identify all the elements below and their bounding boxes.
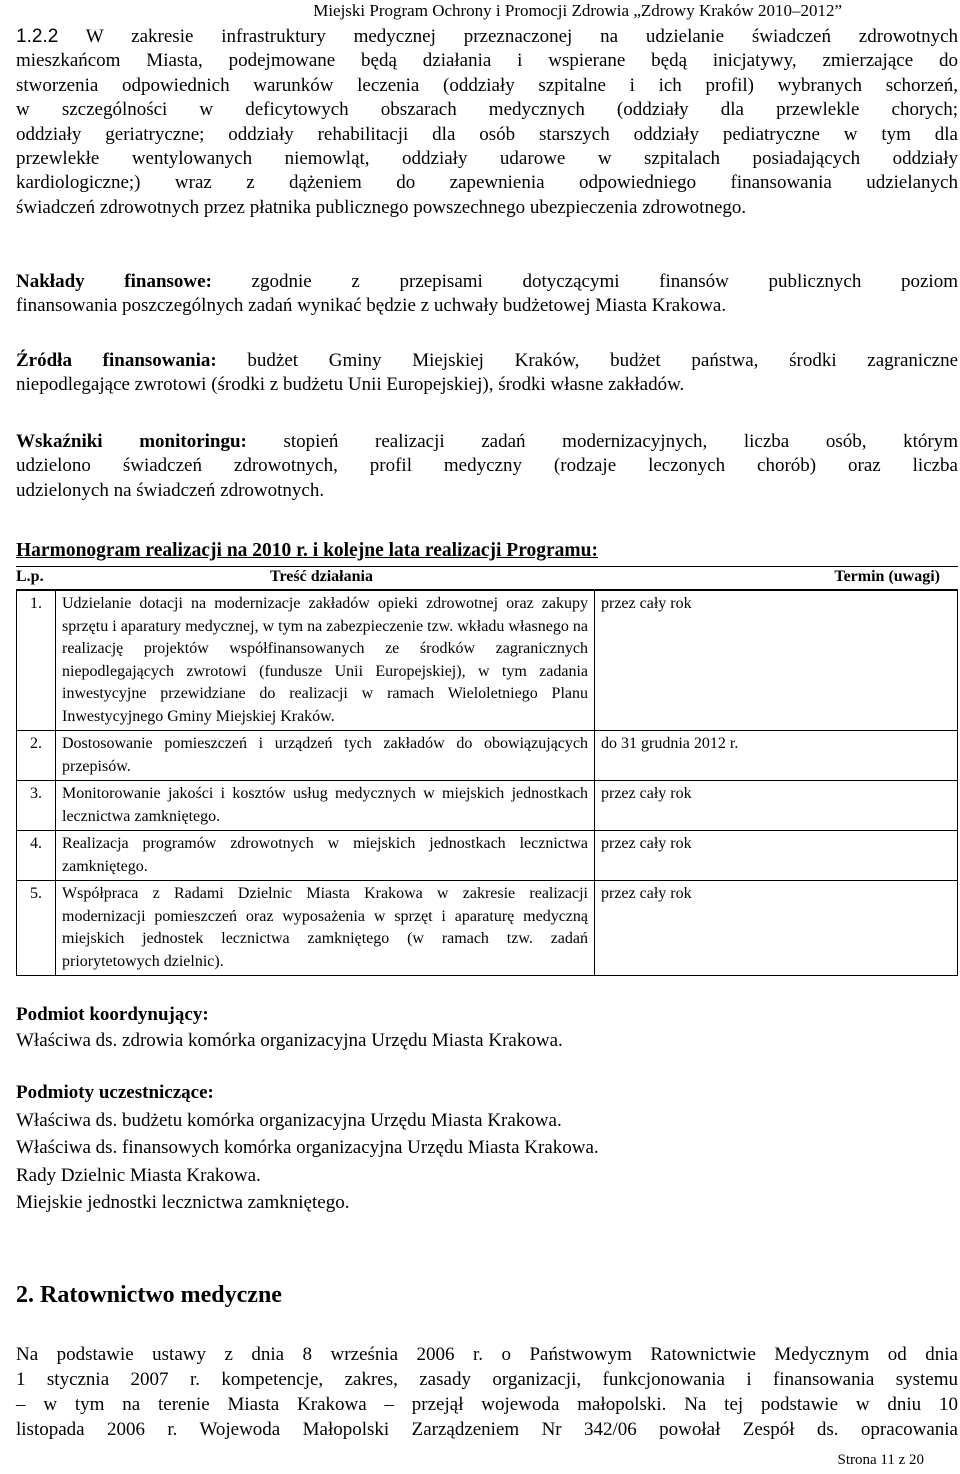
row-term: przez cały rok: [595, 831, 958, 881]
row-text: Dostosowanie pomieszczeń i urządzeń tych zakładów do obowiązujących przepisów.: [56, 731, 595, 781]
schedule-header-row: [16, 566, 958, 590]
podmiot-label: Podmiot koordynujący:: [16, 1004, 209, 1025]
row-term: przez cały rok: [595, 781, 958, 831]
section-number: 1.2.2: [16, 26, 59, 47]
podmioty-label: Podmioty uczestniczące:: [16, 1082, 214, 1103]
row-number: 5.: [17, 881, 56, 976]
row-term: przez cały rok: [595, 881, 958, 976]
zrodla-paragraph: Źródła finansowania: budżet Gminy Miejskiej Kraków, budżet państwa, środki zagraniczne niepodlegające zwrotowi (środki z budżetu Unii Europejskiej), środki własne zakładów.: [16, 350, 959, 396]
intro-line-8: świadczeń zdrowotnych przez płatnika publicznego powszechnego ubezpieczenia zdrowotnego.: [16, 196, 747, 218]
podmioty-line-4: Miejskie jednostki lecznictwa zamkniętego.: [16, 1192, 350, 1213]
harmonogram-title: Harmonogram realizacji na 2010 r. i kolejne lata realizacji Programu:: [16, 540, 598, 561]
intro-line-7: kardiologiczne;) wraz z dążeniem do zapewnienia odpowiedniego finansowania udzielanych: [16, 172, 958, 194]
row-text: Udzielanie dotacji na modernizacje zakładów opieki zdrowotnej oraz zakupy sprzętu i aparatury medycznej, w tym na zabezpieczenie tzw. wkładu własnego na realizację projektów współfinansowanych ze środków zagranicznych niepodlegających zwrotowi (fundusze Unii Europejskiej), w tym zadania inwestycyjne przewidziane do realizacji w ramach Wieloletniego Planu Inwestycyjnego Gminy Miejskiej Kraków.: [56, 591, 595, 731]
table-row: [17, 731, 958, 781]
schedule-table: [16, 590, 958, 976]
header-termin: Termin (uwagi): [834, 568, 940, 585]
intro-line-3: stworzenia odpowiednich warunków leczenia (oddziały szpitalne i ich profil) wybranych schorzeń,: [16, 74, 958, 96]
row-number: 4.: [17, 831, 56, 881]
intro-line-2: mieszkańcom Miasta, podejmowane będą działania i wspierane będą inicjatywy, zmierzające do: [16, 50, 958, 72]
row-number: 2.: [17, 731, 56, 781]
wskazniki-label: Wskaźniki monitoringu:: [16, 431, 247, 452]
section-2-paragraph: Na podstawie ustawy z dnia 8 września 2006 r. o Państwowym Ratownictwie Medycznym od dnia 1 stycznia 2007 r. kompetencje, zakres, zasady organizacji, funkcjonowania i finansowania systemu – w tym na terenie Miasta Krakowa – przejął wojewoda małopolski. Na tej podstawie w dniu 10 listopada 2006 r. Wojewoda Małopolski Zarządzeniem Nr 342/06 powołał Zespół ds. opracowania: [16, 1344, 958, 1440]
table-row: [17, 831, 958, 881]
podmioty-line-3: Rady Dzielnic Miasta Krakowa.: [16, 1165, 261, 1186]
intro-line-5: oddziały geriatryczne; oddziały rehabilitacji dla osób starszych oddziały pediatryczne w tym dla: [16, 123, 958, 145]
row-text: Monitorowanie jakości i kosztów usług medycznych w miejskich jednostkach lecznictwa zamkniętego.: [56, 781, 595, 831]
intro-line-6: przewlekłe wentylowanych niemowląt, oddziały udarowe w szpitalach posiadających oddziały: [16, 148, 958, 170]
row-number: 1.: [17, 591, 56, 731]
intro-paragraph: [16, 25, 958, 220]
table-row: [17, 781, 958, 831]
podmioty-line-2: Właściwa ds. finansowych komórka organizacyjna Urzędu Miasta Krakowa.: [16, 1137, 599, 1158]
wskazniki-paragraph: Wskaźniki monitoringu: stopień realizacji zadań modernizacyjnych, liczba osób, którym udzielono świadczeń zdrowotnych, profil medyczny (rodzaje leczonych chorób) oraz liczba udzielonych na świadczeń zdrowotnych.: [16, 431, 958, 501]
naklady-label: Nakłady finansowe:: [16, 271, 212, 292]
row-number: 3.: [17, 781, 56, 831]
table-row: [17, 591, 958, 731]
table-row: [17, 881, 958, 976]
page-header: Miejski Program Ochrony i Promocji Zdrowia „Zdrowy Kraków 2010–2012”: [313, 1, 842, 20]
row-term: do 31 grudnia 2012 r.: [595, 731, 958, 781]
row-term: przez cały rok: [595, 591, 958, 731]
header-tresc: Treść działania: [270, 568, 373, 585]
header-lp: L.p.: [16, 568, 44, 585]
page-number: Strona 11 z 20: [837, 1452, 924, 1468]
naklady-paragraph: Nakłady finansowe: zgodnie z przepisami dotyczącymi finansów publicznych poziom finansowania poszczególnych zadań wynikać będzie z uchwały budżetowej Miasta Krakowa.: [16, 271, 958, 317]
section-2-title: 2. Ratownictwo medyczne: [16, 1282, 282, 1308]
intro-line-1: 1.2.2 W zakresie infrastruktury medycznej przeznaczonej na udzielanie świadczeń zdrowotnych: [16, 26, 958, 47]
podmiot-line: Właściwa ds. zdrowia komórka organizacyjna Urzędu Miasta Krakowa.: [16, 1030, 563, 1051]
zrodla-label: Źródła finansowania:: [16, 350, 217, 371]
podmioty-line-1: Właściwa ds. budżetu komórka organizacyjna Urzędu Miasta Krakowa.: [16, 1110, 562, 1131]
row-text: Współpraca z Radami Dzielnic Miasta Krakowa w zakresie realizacji modernizacji pomieszczeń oraz wyposażenia w sprzęt i aparaturę medyczną miejskich jednostek lecznictwa zamkniętego (w ramach tzw. zadań priorytetowych dzielnic).: [56, 881, 595, 976]
row-text: Realizacja programów zdrowotnych w miejskich jednostkach lecznictwa zamkniętego.: [56, 831, 595, 881]
intro-line-4: w szczególności w deficytowych obszarach medycznych (oddziały dla przewlekle chorych;: [16, 99, 958, 121]
